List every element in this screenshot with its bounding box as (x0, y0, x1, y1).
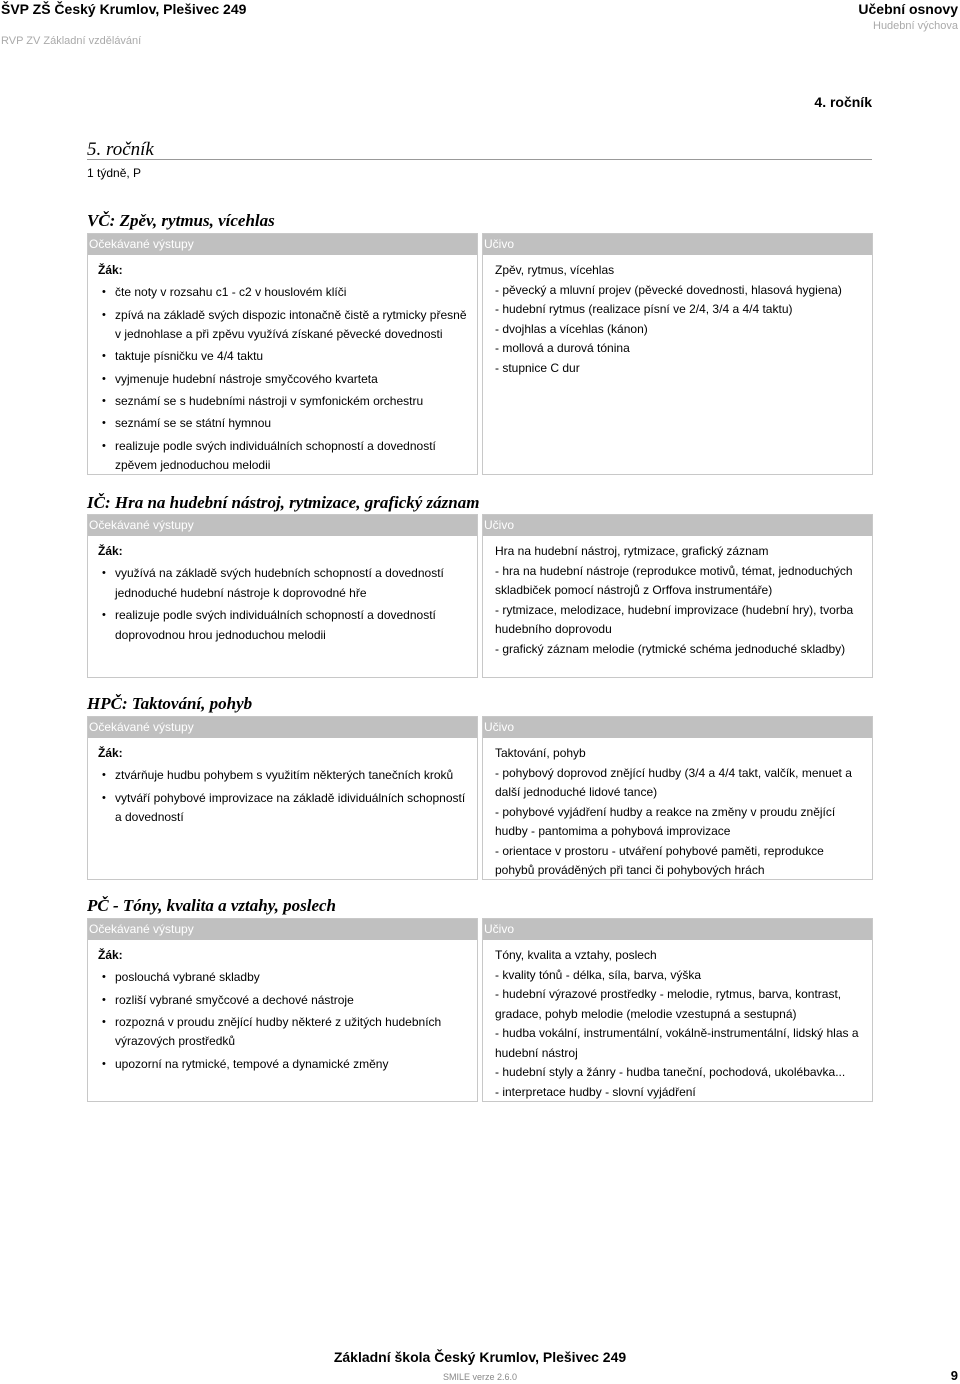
outcome-item: • zpívá na základě svých dispozic intonačně čistě a rytmicky přesně v jednohlase a při zpěvu využívá získané pěvecké dovednosti (98, 306, 471, 345)
content-column (482, 716, 873, 880)
content-line: Zpěv, rytmus, vícehlas (495, 263, 615, 277)
pupil-label: Žák: (98, 544, 123, 558)
outcomes-header: Očekávané výstupy (88, 919, 477, 940)
content-header: Učivo (483, 515, 872, 536)
footer-school-name: Základní škola Český Krumlov, Plešivec 249 (333, 1349, 627, 1365)
page-number: 9 (950, 1368, 958, 1383)
outcome-item: • rozpozná v proudu znějící hudby některé z užitých hudebních výrazových prostředků (98, 1013, 471, 1052)
school-name-header: ŠVP ZŠ Český Krumlov, Plešivec 249 (1, 1, 247, 17)
content-line: - pěvecký a mluvní projev (pěvecké dovednosti, hlasová hygiena) (495, 282, 842, 297)
block-title: PČ - Tóny, kvalita a vztahy, poslech (87, 896, 336, 915)
content-line: - hudba vokální, instrumentální, vokálně-instrumentální, lidský hlas a hudební nástroj (495, 1026, 859, 1060)
curriculum-block (87, 514, 873, 678)
software-version: SMILE verze 2.6.0 (442, 1372, 518, 1382)
block-title: IČ: Hra na hudební nástroj, rytmizace, grafický záznam (87, 493, 480, 512)
pupil-label: Žák: (98, 948, 123, 962)
outcomes-column (87, 514, 478, 678)
content-line: - dvojhlas a vícehlas (kánon) (495, 321, 648, 336)
outcome-item: • vytváří pohybové improvizace na základě idividuálních schopností a dovedností (98, 789, 471, 828)
outcomes-column (87, 233, 478, 475)
content-line: - pohybové vyjádření hudby a reakce na změny v proudu znějící hudby - pantomima a pohybová improvizace (495, 804, 836, 838)
content-line: - rytmizace, melodizace, hudební improvizace (hudební hry), tvorba hudebního doprovodu (495, 602, 854, 636)
outcomes-column (87, 716, 478, 880)
outcome-item: • rozliší vybrané smyčcové a dechové nástroje (98, 991, 471, 1011)
outcome-item: • vyjmenuje hudební nástroje smyčcového kvarteta (98, 370, 471, 390)
content-line: - pohybový doprovod znějící hudby (3/4 a 4/4 takt, valčík, menuet a další jednoduché lidové tance) (495, 765, 852, 799)
outcome-item: • upozorní na rytmické, tempové a dynamické změny (98, 1055, 471, 1075)
outcome-item: • čte noty v rozsahu c1 - c2 v houslovém klíči (98, 283, 471, 303)
content-line: - hra na hudební nástroje (reprodukce motivů, témat, jednoduchých skladbiček pomocí nástrojů z Orffova instrumentáře) (495, 563, 853, 597)
content-line: - hudební styly a žánry - hudba taneční, pochodová, ukolébavka... (495, 1065, 846, 1079)
content-header: Učivo (483, 919, 872, 940)
pupil-label: Žák: (98, 746, 123, 760)
content-line: - interpretace hudby - slovní vyjádření (495, 1084, 696, 1099)
outcome-item: • poslouchá vybrané skladby (98, 968, 471, 988)
outcome-item: • využívá na základě svých hudebních schopností a dovedností jednoduché hudební nástroje k doprovodné hře (98, 564, 471, 603)
block-title: VČ: Zpěv, rytmus, vícehlas (87, 211, 275, 230)
content-column (482, 918, 873, 1102)
outcome-item: • seznámí se s hudebními nástroji v symfonickém orchestru (98, 392, 471, 412)
outcomes-column (87, 918, 478, 1102)
content-line: - grafický záznam melodie (rytmické schéma jednoduché skladby) (495, 641, 846, 656)
content-line: - stupnice C dur (495, 360, 580, 375)
outcomes-header: Očekávané výstupy (88, 234, 477, 255)
content-line: - orientace v prostoru - utváření pohybové paměti, reprodukce pohybů prováděných při tanci či pohybových hrách (495, 843, 824, 877)
outcome-item: • ztvárňuje hudbu pohybem s využitím některých tanečních kroků (98, 766, 471, 786)
content-line: Hra na hudební nástroj, rytmizace, grafický záznam (495, 544, 769, 558)
previous-grade-label: 4. ročník (814, 94, 872, 110)
subject-label: Hudební výchova (873, 20, 958, 32)
content-line: - hudební rytmus (realizace písní ve 2/4, 3/4 a 4/4 taktu) (495, 302, 793, 316)
content-line: - hudební výrazové prostředky - melodie, rytmus, barva, kontrast, gradace, pohyb melodie (melodie vzestupná a sestupná) (495, 987, 842, 1021)
curriculum-block (87, 233, 873, 475)
outcomes-header: Očekávané výstupy (88, 717, 477, 738)
curriculum-block (87, 716, 873, 880)
outcomes-header: Očekávané výstupy (88, 515, 477, 536)
weekly-hours: 1 týdně, P (87, 166, 142, 180)
outcome-item: • realizuje podle svých individuálních schopností a dovedností zpěvem jednoduchou melodii (98, 437, 471, 476)
content-line: Taktování, pohyb (495, 746, 586, 760)
content-header: Učivo (483, 234, 872, 255)
content-line: - kvality tónů - délka, síla, barva, výška (495, 967, 702, 982)
block-title: HPČ: Taktování, pohyb (87, 694, 253, 713)
curriculum-block (87, 918, 873, 1102)
framework-label: RVP ZV Základní vzdělávání (1, 35, 142, 47)
section-title: 5. ročník (87, 140, 872, 160)
content-column (482, 514, 873, 678)
document-title: Učební osnovy (858, 1, 958, 17)
content-header: Učivo (483, 717, 872, 738)
content-column (482, 233, 873, 475)
outcome-item: • seznámí se se státní hymnou (98, 414, 471, 434)
pupil-label: Žák: (98, 263, 123, 277)
content-line: Tóny, kvalita a vztahy, poslech (495, 948, 657, 962)
content-line: - mollová a durová tónina (495, 341, 630, 355)
outcome-item: • realizuje podle svých individuálních schopností a dovedností doprovodnou hrou jednoduchou melodii (98, 606, 471, 645)
outcome-item: • taktuje písničku ve 4/4 taktu (98, 347, 471, 367)
